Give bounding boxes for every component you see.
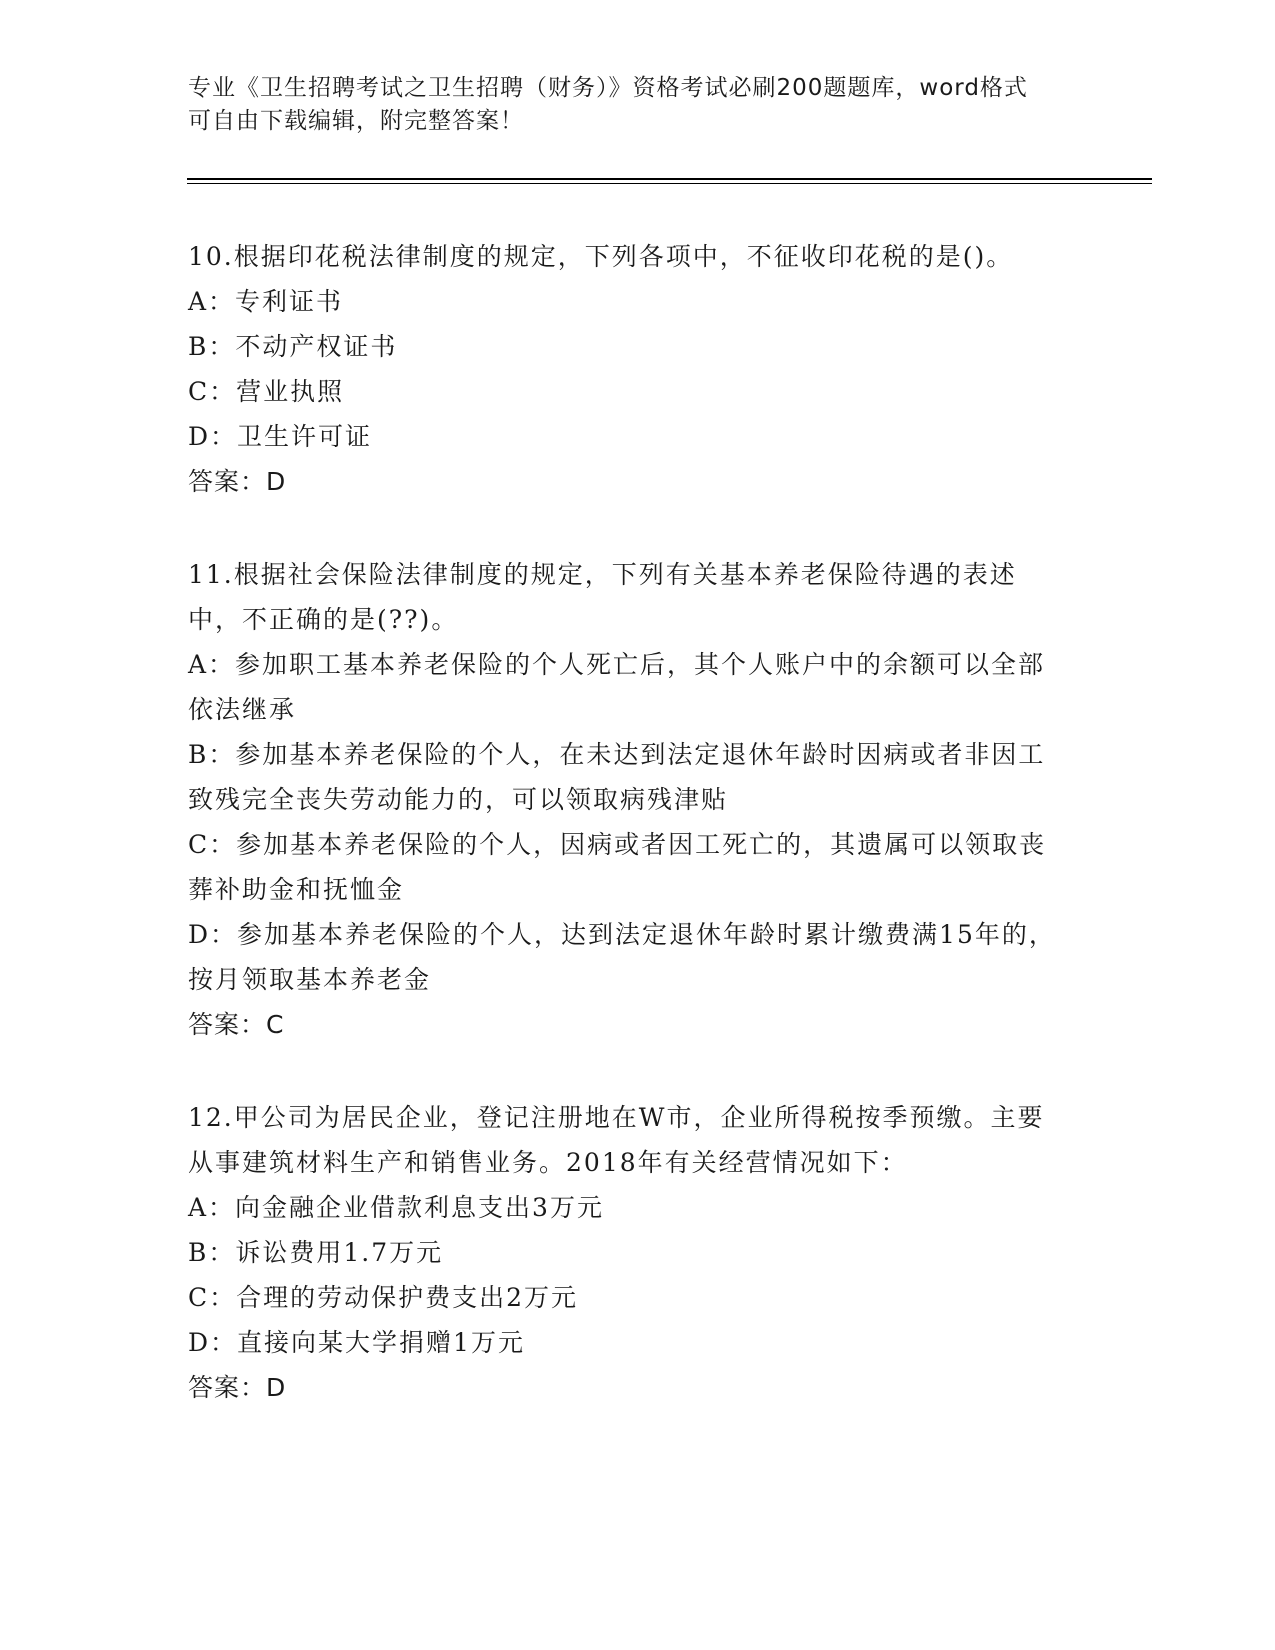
option-c: C：参加基本养老保险的个人，因病或者因工死亡的，其遗属可以领取丧葬补助金和抚恤金 [188,830,1047,904]
option-c: C：营业执照 [188,377,345,406]
document-header [188,72,1088,138]
question-11 [188,552,1068,1047]
option-d: D：卫生许可证 [188,422,373,451]
question-12 [188,1095,1068,1410]
question-text: 11.根据社会保险法律制度的规定，下列有关基本养老保险待遇的表述中，不正确的是(??)。 [188,560,1017,634]
option-b: B：参加基本养老保险的个人，在未达到法定退休年龄时因病或者非因工致残完全丧失劳动能力的，可以领取病残津贴 [188,740,1046,814]
answer: 答案：D [188,467,287,496]
question-text: 12.甲公司为居民企业，登记注册地在W市，企业所得税按季预缴。主要从事建筑材料生产和销售业务。2018年有关经营情况如下： [188,1103,1045,1177]
option-b: B：不动产权证书 [188,332,398,361]
option-a: A：向金融企业借款利息支出3万元 [188,1193,604,1222]
option-d: D：直接向某大学捐赠1万元 [188,1328,525,1357]
header-divider-thick [187,178,1152,180]
question-text: 10.根据印花税法律制度的规定，下列各项中，不征收印花税的是()。 [188,242,1014,271]
question-10 [188,234,1068,504]
header-line-1: 专业《卫生招聘考试之卫生招聘（财务）》资格考试必刷200题题库，word格式 [188,75,1028,101]
option-c: C：合理的劳动保护费支出2万元 [188,1283,579,1312]
answer: 答案：C [188,1010,285,1039]
question-list [188,234,1068,1458]
header-divider-thin [187,183,1152,184]
answer: 答案：D [188,1373,287,1402]
option-b: B：诉讼费用1.7万元 [188,1238,444,1267]
header-line-2: 可自由下载编辑，附完整答案！ [188,108,524,134]
option-a: A：参加职工基本养老保险的个人死亡后，其个人账户中的余额可以全部依法继承 [188,650,1046,724]
option-a: A：专利证书 [188,287,344,316]
option-d: D：参加基本养老保险的个人，达到法定退休年龄时累计缴费满15年的，按月领取基本养老金 [188,920,1056,994]
